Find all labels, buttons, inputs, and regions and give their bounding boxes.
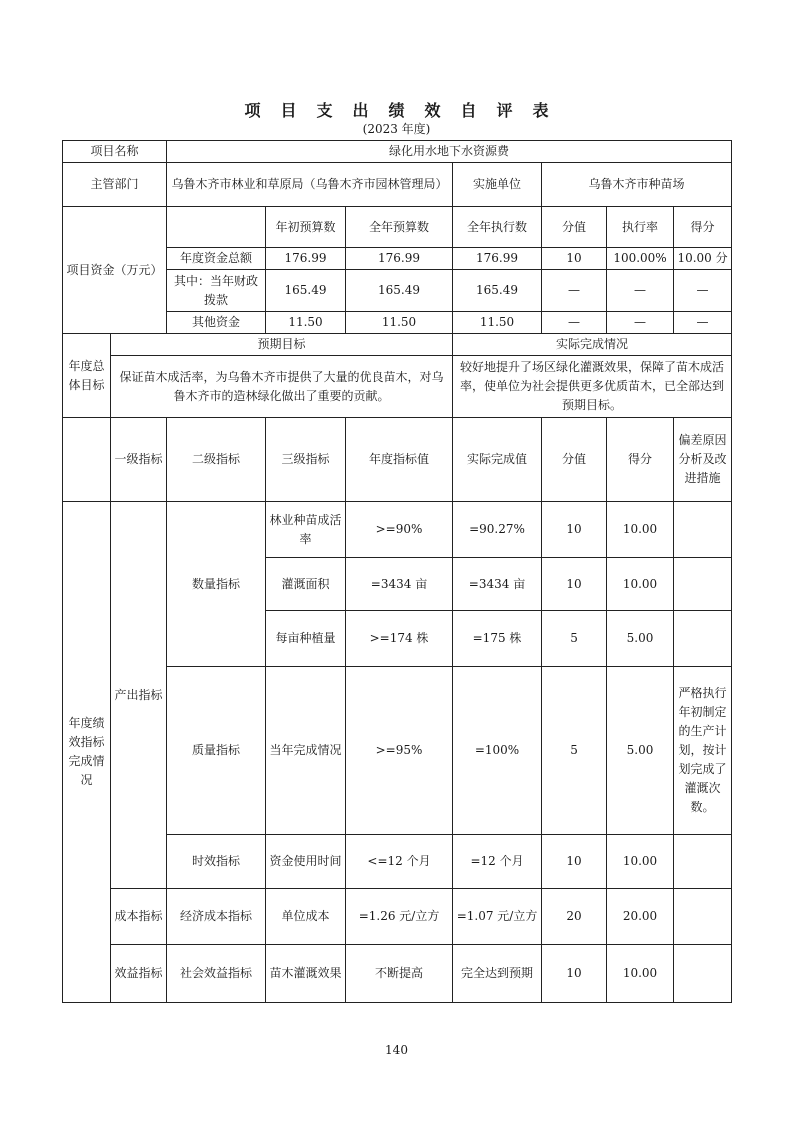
indicator-score-max: 10 bbox=[542, 502, 607, 558]
funds-header: 全年预算数 bbox=[346, 207, 453, 248]
expected-goal-label: 预期目标 bbox=[111, 334, 453, 356]
indicator-l3: 灌溉面积 bbox=[266, 558, 346, 611]
funds-cell: 11.50 bbox=[346, 312, 453, 334]
indicator-score: 5.00 bbox=[607, 611, 674, 667]
indicator-header-blank bbox=[63, 418, 111, 502]
indicator-l3: 单位成本 bbox=[266, 889, 346, 945]
indicator-target: =3434 亩 bbox=[346, 558, 453, 611]
indicators-section-label: 年度绩效指标完成情况 bbox=[63, 502, 111, 1003]
project-name-label: 项目名称 bbox=[63, 141, 167, 163]
funds-cell: — bbox=[542, 270, 607, 312]
indicator-header: 三级指标 bbox=[266, 418, 346, 502]
indicator-l3: 林业种苗成活率 bbox=[266, 502, 346, 558]
indicator-actual: =3434 亩 bbox=[453, 558, 542, 611]
indicator-l3: 资金使用时间 bbox=[266, 835, 346, 889]
funds-cell: 11.50 bbox=[453, 312, 542, 334]
funds-row-label: 其他资金 bbox=[167, 312, 266, 334]
indicator-target: >=95% bbox=[346, 667, 453, 835]
indicator-actual: =175 株 bbox=[453, 611, 542, 667]
indicator-score: 20.00 bbox=[607, 889, 674, 945]
performance-table bbox=[62, 140, 732, 1003]
quantity-indicator-label: 数量指标 bbox=[167, 502, 266, 667]
indicator-note bbox=[674, 502, 732, 558]
indicator-header: 实际完成值 bbox=[453, 418, 542, 502]
indicator-header: 一级指标 bbox=[111, 418, 167, 502]
indicator-target: =1.26 元/立方 bbox=[346, 889, 453, 945]
indicator-actual: =90.27% bbox=[453, 502, 542, 558]
indicator-actual: =100% bbox=[453, 667, 542, 835]
indicator-header: 年度指标值 bbox=[346, 418, 453, 502]
funds-header: 分值 bbox=[542, 207, 607, 248]
funds-row-label: 其中：当年财政拨款 bbox=[167, 270, 266, 312]
funds-cell: — bbox=[674, 312, 732, 334]
indicator-note bbox=[674, 611, 732, 667]
funds-cell: — bbox=[607, 270, 674, 312]
actual-goal-text: 较好地提升了场区绿化灌溉效果，保障了苗木成活率，使单位为社会提供更多优质苗木，已全部达到预期目标。 bbox=[453, 356, 732, 418]
funds-cell: 11.50 bbox=[266, 312, 346, 334]
indicator-actual: =12 个月 bbox=[453, 835, 542, 889]
funds-cell: — bbox=[542, 312, 607, 334]
funds-label: 项目资金（万元） bbox=[63, 207, 167, 334]
indicator-target: <=12 个月 bbox=[346, 835, 453, 889]
impl-label: 实施单位 bbox=[453, 163, 542, 207]
indicator-score-max: 5 bbox=[542, 667, 607, 835]
indicator-score: 10.00 bbox=[607, 558, 674, 611]
page-number: 140 bbox=[385, 1043, 408, 1057]
funds-cell: 176.99 bbox=[453, 248, 542, 270]
funds-cell: 10 bbox=[542, 248, 607, 270]
funds-row-label: 年度资金总额 bbox=[167, 248, 266, 270]
page-title: 项目支出绩效自评表 bbox=[244, 101, 569, 120]
indicator-note bbox=[674, 889, 732, 945]
actual-goal-label: 实际完成情况 bbox=[453, 334, 732, 356]
indicator-header: 分值 bbox=[542, 418, 607, 502]
indicator-actual: =1.07 元/立方 bbox=[453, 889, 542, 945]
funds-cell: 165.49 bbox=[266, 270, 346, 312]
funds-header: 得分 bbox=[674, 207, 732, 248]
goals-label: 年度总体目标 bbox=[63, 334, 111, 418]
funds-cell: 100.00% bbox=[607, 248, 674, 270]
indicator-note: 严格执行年初制定的生产计划，按计划完成了灌溉次数。 bbox=[674, 667, 732, 835]
indicator-header: 偏差原因分析及改进措施 bbox=[674, 418, 732, 502]
funds-cell: — bbox=[607, 312, 674, 334]
timeliness-indicator-label: 时效指标 bbox=[167, 835, 266, 889]
indicator-l3: 每亩种植量 bbox=[266, 611, 346, 667]
quality-indicator-label: 质量指标 bbox=[167, 667, 266, 835]
indicator-score-max: 20 bbox=[542, 889, 607, 945]
funds-cell: — bbox=[674, 270, 732, 312]
funds-cell: 176.99 bbox=[266, 248, 346, 270]
indicator-header: 得分 bbox=[607, 418, 674, 502]
expected-goal-text: 保证苗木成活率，为乌鲁木齐市提供了大量的优良苗木，对乌鲁木齐市的造林绿化做出了重要的贡献。 bbox=[111, 356, 453, 418]
dept-label: 主管部门 bbox=[63, 163, 167, 207]
page-subtitle: (2023 年度) bbox=[362, 122, 431, 136]
indicator-l3: 当年完成情况 bbox=[266, 667, 346, 835]
social-benefit-indicator-label: 社会效益指标 bbox=[167, 945, 266, 1003]
indicator-target: 不断提高 bbox=[346, 945, 453, 1003]
indicator-target: >=174 株 bbox=[346, 611, 453, 667]
indicator-header: 二级指标 bbox=[167, 418, 266, 502]
impl-value: 乌鲁木齐市种苗场 bbox=[542, 163, 732, 207]
indicator-note bbox=[674, 945, 732, 1003]
indicator-score-max: 10 bbox=[542, 558, 607, 611]
output-indicator-label: 产出指标 bbox=[111, 502, 167, 889]
funds-corner bbox=[167, 207, 266, 248]
indicator-actual: 完全达到预期 bbox=[453, 945, 542, 1003]
dept-value: 乌鲁木齐市林业和草原局（乌鲁木齐市园林管理局） bbox=[167, 163, 453, 207]
indicator-score: 10.00 bbox=[607, 835, 674, 889]
indicator-note bbox=[674, 835, 732, 889]
funds-header: 全年执行数 bbox=[453, 207, 542, 248]
project-name: 绿化用水地下水资源费 bbox=[167, 141, 732, 163]
indicator-score-max: 10 bbox=[542, 835, 607, 889]
indicator-score: 10.00 bbox=[607, 502, 674, 558]
indicator-score-max: 10 bbox=[542, 945, 607, 1003]
indicator-score: 10.00 bbox=[607, 945, 674, 1003]
indicator-score-max: 5 bbox=[542, 611, 607, 667]
econ-cost-indicator-label: 经济成本指标 bbox=[167, 889, 266, 945]
indicator-l3: 苗木灌溉效果 bbox=[266, 945, 346, 1003]
indicator-target: >=90% bbox=[346, 502, 453, 558]
funds-header: 年初预算数 bbox=[266, 207, 346, 248]
funds-cell: 165.49 bbox=[453, 270, 542, 312]
indicator-note bbox=[674, 558, 732, 611]
cost-indicator-label: 成本指标 bbox=[111, 889, 167, 945]
funds-cell: 165.49 bbox=[346, 270, 453, 312]
funds-cell: 176.99 bbox=[346, 248, 453, 270]
funds-cell: 10.00 分 bbox=[674, 248, 732, 270]
funds-header: 执行率 bbox=[607, 207, 674, 248]
benefit-indicator-label: 效益指标 bbox=[111, 945, 167, 1003]
indicator-score: 5.00 bbox=[607, 667, 674, 835]
